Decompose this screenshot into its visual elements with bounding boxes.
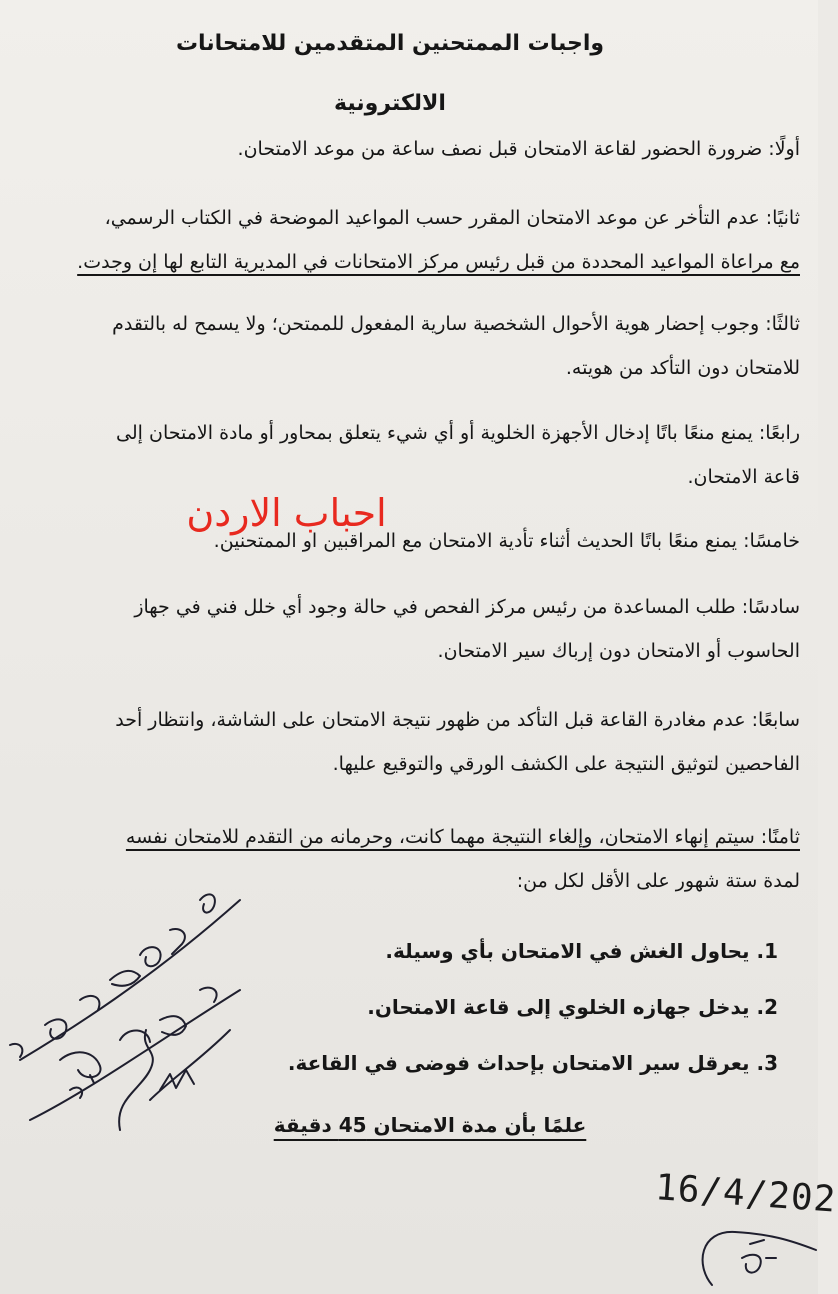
list-item: 2. يدخل جهازه الخلوي إلى قاعة الامتحان. <box>367 995 778 1019</box>
paragraph-line: لمدة ستة شهور على الأقل لكل من: <box>516 870 800 892</box>
paragraph-line: للامتحان دون التأكد من هويته. <box>565 357 800 379</box>
handwritten-initials <box>690 1210 818 1290</box>
paragraph-line: سادسًا: طلب المساعدة من رئيس مركز الفحص في حالة وجود أي خلل فني في جهاز <box>134 596 800 618</box>
paragraph-line: قاعة الامتحان. <box>687 466 800 488</box>
paragraph-line: ثالثًا: وجوب إحضار هوية الأحوال الشخصية سارية المفعول للممتحن؛ ولا يسمح له بالتقدم <box>112 313 800 335</box>
paragraph-line-underlined: ثامنًا: سيتم إنهاء الامتحان، وإلغاء النتيجة مهما كانت، وحرمانه من التقدم للامتحان نفسه <box>125 826 800 848</box>
page-title: واجبات الممتحنين المتقدمين للامتحانات الالكترونية <box>175 31 605 116</box>
paragraph-line-underlined: مع مراعاة المواعيد المحددة من قبل رئيس مركز الامتحانات في المديرية التابع لها إن وجدت. <box>77 251 800 273</box>
paragraph-line: سابعًا: عدم مغادرة القاعة قبل التأكد من ظهور نتيجة الامتحان على الشاشة، وانتظار أحد <box>115 709 800 731</box>
watermark-text: احباب الاردن <box>186 491 387 535</box>
paragraph-line: خامسًا: يمنع منعًا باتًا الحديث أثناء تأدية الامتحان مع المراقبين او الممتحنين. <box>213 530 800 552</box>
paragraph-line: الحاسوب أو الامتحان دون إرباك سير الامتحان. <box>437 640 800 662</box>
paragraph-sixth <box>28 585 800 673</box>
paragraph-line: الفاحصين لتوثيق النتيجة على الكشف الورقي والتوقيع عليها. <box>332 753 800 775</box>
paragraph-third <box>28 302 800 390</box>
paragraph-second <box>28 196 800 284</box>
handwritten-signature <box>0 860 270 1160</box>
paragraph-line: رابعًا: يمنع منعًا باتًا إدخال الأجهزة الخلوية أو أي شيء يتعلق بمحاور أو مادة الامتحان إلى <box>116 422 800 444</box>
duration-note-text: علمًا بأن مدة الامتحان 45 دقيقة <box>273 1113 587 1137</box>
paragraph-first <box>28 127 800 171</box>
paragraph-fifth <box>28 519 800 563</box>
list-item: 1. يحاول الغش في الامتحان بأي وسيلة. <box>385 939 778 963</box>
handwritten-date: 16/4/202 <box>653 1167 838 1221</box>
duration-note <box>270 1103 590 1147</box>
paragraph-line: أولًا: ضرورة الحضور لقاعة الامتحان قبل نصف ساعة من موعد الامتحان. <box>237 138 800 160</box>
paragraph-fourth <box>28 411 800 499</box>
paragraph-line: ثانيًا: عدم التأخر عن موعد الامتحان المقرر حسب المواعيد الموضحة في الكتاب الرسمي، <box>104 207 800 229</box>
paragraph-seventh <box>28 698 800 786</box>
list-item: 3. يعرقل سير الامتحان بإحداث فوضى في القاعة. <box>287 1051 778 1075</box>
